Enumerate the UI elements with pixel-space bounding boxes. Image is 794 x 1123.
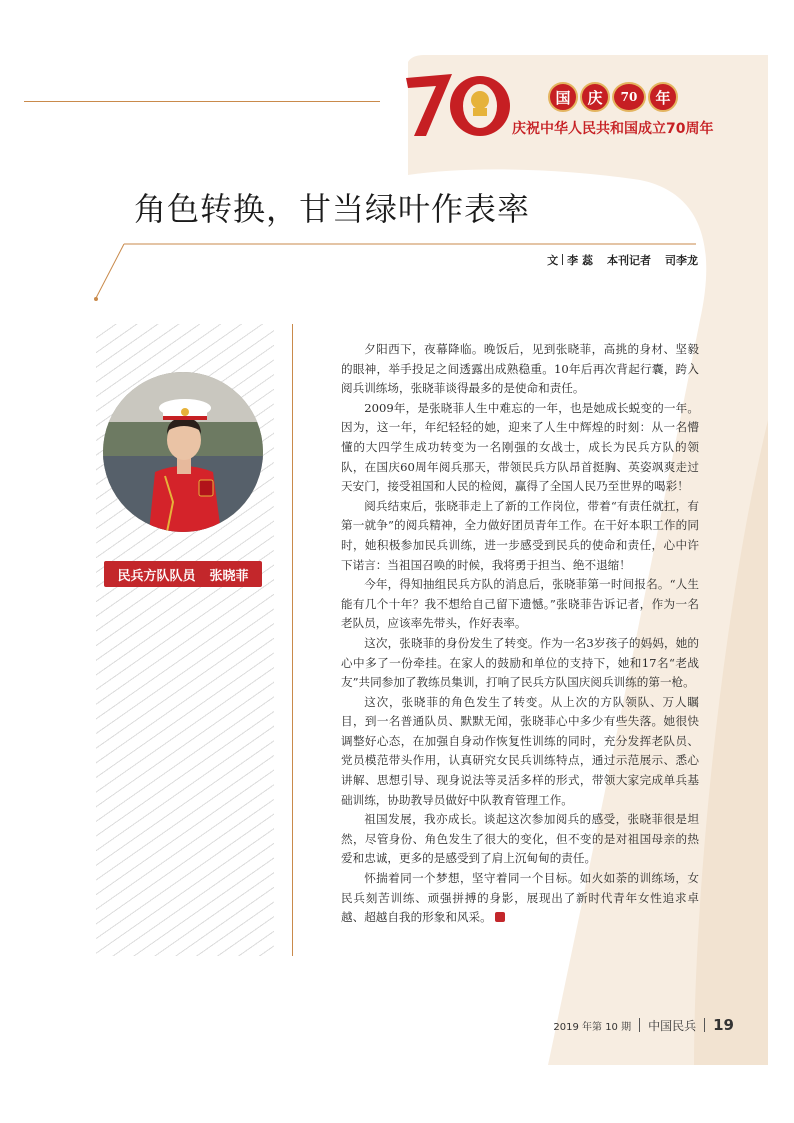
badge-char: 年 <box>648 82 678 112</box>
end-mark-icon <box>495 912 505 922</box>
portrait-photo <box>103 372 263 532</box>
issue-label: 2019 年第 10 期 <box>553 1021 632 1033</box>
article-paragraph: 阅兵结束后，张晓菲走上了新的工作岗位，带着“有责任就扛，有第一就争”的阅兵精神，全力做好团员青年工作。在干好本职工作的同时，她积极参加民兵训练，进一步感受到民兵的使命和责任，心中许下诺言：当祖国召唤的时候，我将勇于担当、绝不退缩！ <box>341 498 699 572</box>
byline <box>547 252 698 268</box>
badge-char: 庆 <box>580 82 610 112</box>
article-paragraph-text: 怀揣着同一个梦想，坚守着同一个目标。如火如荼的训练场，女民兵刻苦训练、顽强拼搏的身影，展现出了新时代青年女性追求卓越、超越自我的形象和风采。 <box>341 871 699 925</box>
anniversary-badges <box>548 82 678 112</box>
article-paragraph: 祖国发展，我亦成长。谈起这次参加阅兵的感受，张晓菲很是坦然，尽管身份、角色发生了很大的变化，但不变的是对祖国母亲的热爱和忠诚，更多的是感受到了肩上沉甸甸的责任。 <box>341 812 699 866</box>
page-footer <box>553 1016 734 1034</box>
byline-prefix: 文 <box>547 254 559 267</box>
badge-char: 70 <box>612 82 646 112</box>
anniversary-70-logo <box>402 68 514 140</box>
anniversary-caption: 庆祝中华人民共和国成立70周年 <box>512 121 714 137</box>
article-paragraph: 2009年，是张晓菲人生中难忘的一年，也是她成长蜕变的一年。因为，这一年，年纪轻轻的她，迎来了人生中辉煌的时刻：从一名懵懂的大四学生成功转变为一名刚强的女战士，成长为民兵方队的领队，在国庆60周年阅兵那天，带领民兵方队昂首挺胸、英姿飒爽走过天安门，接受祖国和人民的检阅，赢得了全国人民乃至世界的喝彩！ <box>341 400 699 494</box>
footer-separator <box>639 1018 640 1032</box>
photo-caption <box>104 561 262 587</box>
magazine-name: 中国民兵 <box>648 1018 697 1033</box>
byline-reporter: 司李龙 <box>665 254 698 267</box>
byline-reporter-role: 本刊记者 <box>607 254 651 267</box>
article-title: 角色转换，甘当绿叶作表率 <box>134 190 531 228</box>
badge-char: 国 <box>548 82 578 112</box>
byline-author: 李 蕊 <box>567 254 593 267</box>
title-underline-rule <box>0 0 794 320</box>
column-divider <box>292 324 293 956</box>
article-paragraph: 这次，张晓菲的身份发生了转变。作为一名3岁孩子的妈妈，她的心中多了一份牵挂。在家人的鼓励和单位的支持下，她和17名“老战友”共同参加了教练员集训，打响了民兵方队国庆阅兵训练的第一枪。 <box>341 635 699 690</box>
caption-role: 民兵方队队员 <box>117 568 196 584</box>
article-paragraph-last <box>341 869 699 928</box>
caption-name: 张晓菲 <box>209 568 249 584</box>
article-paragraph: 今年，得知抽组民兵方队的消息后，张晓菲第一时间报名。“人生能有几个十年？我不想给自己留下遗憾。”张晓菲告诉记者，作为一名老队员，应该率先带头，作好表率。 <box>341 577 699 631</box>
page-number: 19 <box>713 1016 734 1034</box>
article-paragraph: 夕阳西下，夜幕降临。晚饭后，见到张晓菲，高挑的身材、坚毅的眼神，举手投足之间透露出成熟稳重。10年后再次背起行囊，跨入阅兵训练场，张晓菲谈得最多的是使命和责任。 <box>341 342 699 396</box>
article-body <box>341 340 699 928</box>
footer-separator <box>704 1018 705 1032</box>
byline-separator <box>562 254 563 265</box>
article-paragraph: 这次，张晓菲的角色发生了转变。从上次的方队领队、万人瞩目，到一名普通队员、默默无闻，张晓菲心中多少有些失落。她很快调整好心态，在加强自身动作恢复性训练的同时，充分发挥老队员、党员模范带头作用，认真研究女民兵训练特点，通过示范展示、悉心讲解、思想引导、现身说法等灵活多样的形式，带领大家完成单兵基础训练，协助教导员做好中队教育管理工作。 <box>341 694 699 807</box>
